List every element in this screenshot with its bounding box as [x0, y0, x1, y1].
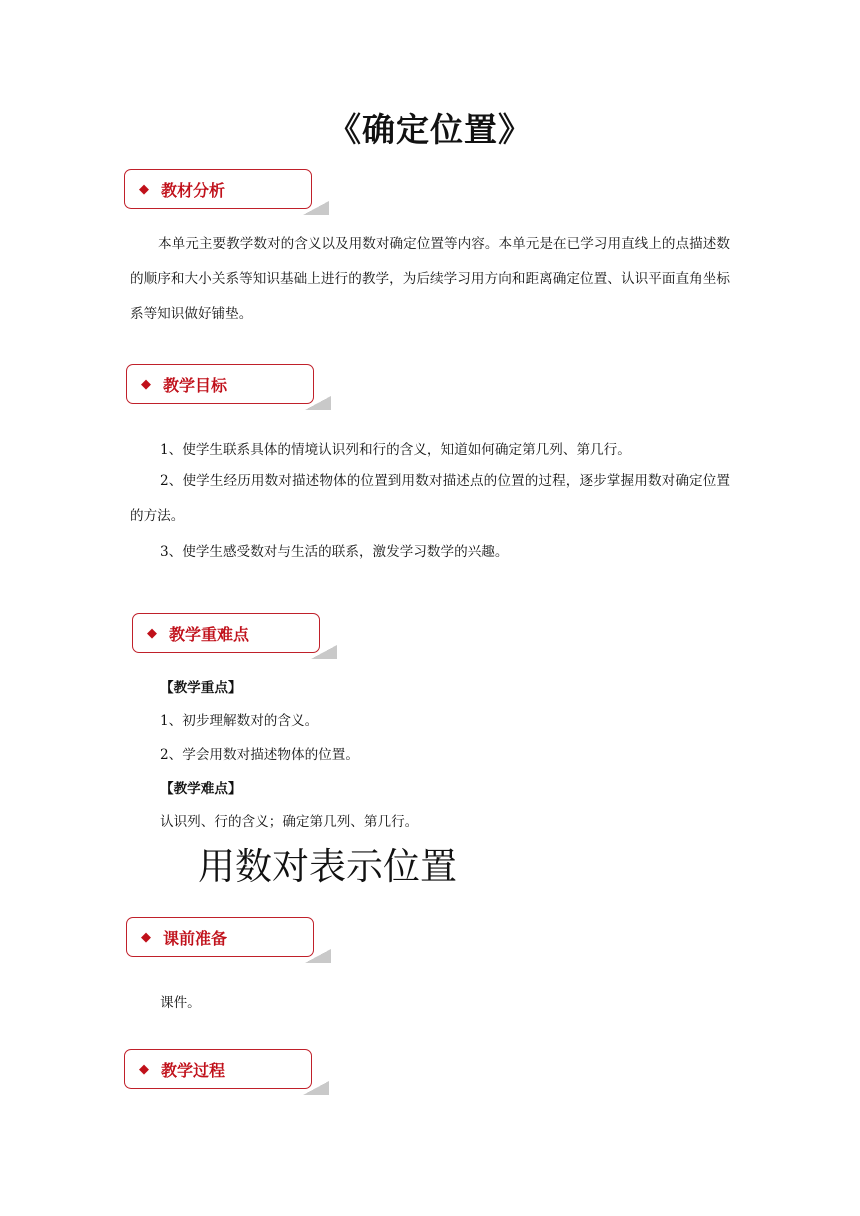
- difficulty-text: 认识列、行的含义；确定第几列、第几行。: [160, 814, 419, 830]
- section-label: 教学目标: [163, 375, 228, 395]
- prep-text: 课件。: [160, 995, 201, 1011]
- section-label: 教学过程: [161, 1060, 226, 1080]
- analysis-paragraph: 本单元主要教学数对的含义以及用数对确定位置等内容。本单元是在已学习用直线上的点描述数的顺序和大小关系等知识基础上进行的教学，为后续学习用方向和距离确定位置、认识平面直角坐标系等知识做好铺垫。: [130, 236, 730, 322]
- section-label: 教材分析: [161, 180, 226, 200]
- section-header-process: [124, 1049, 312, 1089]
- diamond-bullet-icon: ◆: [139, 1061, 149, 1077]
- keypoint-item: 1、初步理解数对的含义。: [160, 713, 319, 729]
- keypoint-heading: 【教学重点】: [160, 680, 242, 696]
- goal-item: 2、使学生经历用数对描述物体的位置到用数对描述点的位置的过程，逐步掌握用数对确定位置的方法。: [130, 473, 730, 524]
- section-header-analysis: [124, 169, 312, 209]
- diamond-bullet-icon: ◆: [141, 376, 151, 392]
- section-label: 教学重难点: [169, 624, 250, 644]
- diamond-bullet-icon: ◆: [141, 929, 151, 945]
- difficulty-heading: 【教学难点】: [160, 781, 242, 797]
- keypoint-item: 2、学会用数对描述物体的位置。: [160, 747, 359, 763]
- goal-item: 3、使学生感受数对与生活的联系，激发学习数学的兴趣。: [160, 544, 509, 560]
- goal-item: 1、使学生联系具体的情境认识列和行的含义，知道如何确定第几列、第几行。: [160, 442, 631, 458]
- document-title: 《确定位置》: [328, 110, 532, 149]
- diamond-bullet-icon: ◆: [139, 181, 149, 197]
- lesson-title: 用数对表示位置: [198, 845, 457, 888]
- section-label: 课前准备: [163, 928, 228, 948]
- section-header-keypoints: [132, 613, 320, 653]
- diamond-bullet-icon: ◆: [147, 625, 157, 641]
- section-header-prep: [126, 917, 314, 957]
- section-header-goals: [126, 364, 314, 404]
